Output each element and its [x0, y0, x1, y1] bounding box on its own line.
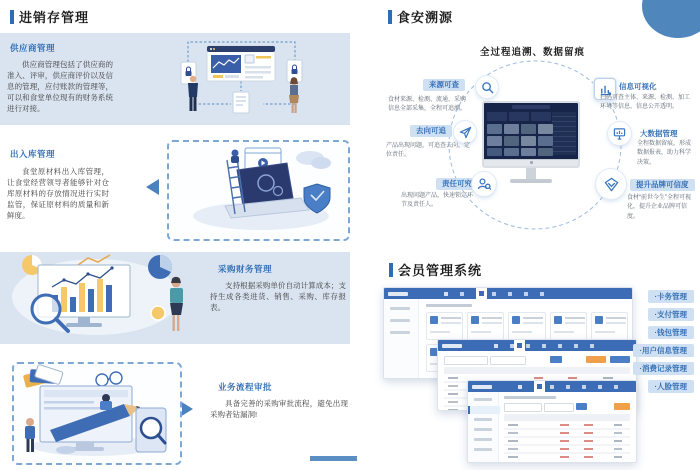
monitor-stand — [526, 168, 536, 179]
table-header — [504, 414, 630, 421]
section-approval-heading: 业务流程审批 — [218, 382, 273, 392]
table-rows — [504, 422, 630, 458]
table-cell-text — [603, 377, 613, 379]
section-finance-body: 支持根据采购单价自动计算成本；支持生成各类进货、销售、采购、库存报表。 — [210, 281, 346, 312]
warehouse-illustration-box — [167, 140, 350, 241]
section-finance-heading: 采购财务管理 — [218, 264, 273, 274]
active-menu-icon — [534, 381, 545, 392]
node-destination-label: 去向可追 — [410, 125, 452, 137]
left-page-title — [10, 7, 89, 26]
node-visual-label: 信息可视化 — [619, 82, 657, 91]
title-accent-bar — [388, 10, 392, 24]
section-approval-body: 具备完善的采购审批流程，避免出现采购者钻漏洞! — [210, 399, 348, 419]
member-item-wallet: ·钱包管理 — [648, 326, 695, 339]
export-button[interactable] — [586, 356, 606, 363]
table-cell-alert-text — [584, 424, 593, 426]
node-brand-label: 提升品牌可信度 — [630, 179, 695, 191]
table-cell-text — [448, 377, 458, 379]
app-logo — [472, 385, 492, 389]
filter-input[interactable] — [490, 356, 526, 365]
person-search-icon — [472, 172, 496, 196]
camera-tile — [538, 124, 553, 134]
window-header — [438, 340, 636, 351]
member-item-consume: ·消费记录管理 — [633, 362, 695, 375]
node-responsibility-label: 责任可究 — [436, 178, 478, 190]
camera-dot — [530, 161, 533, 164]
monitor-chin — [482, 159, 580, 168]
color-swatches-icon — [23, 364, 63, 388]
stat-box — [509, 112, 529, 121]
node-brand-desc: 食材“前世今生”全程可视化，提升企业品牌可信度。 — [627, 195, 691, 220]
title-accent-bar — [389, 263, 393, 277]
trace-subtitle: 全过程追溯、数据留痕 — [479, 47, 585, 58]
analytics-illustration — [8, 253, 200, 339]
camera-tile — [521, 148, 536, 156]
percent-badge — [151, 306, 165, 320]
table-cell-alert-text — [534, 377, 543, 379]
send-icon — [454, 121, 476, 143]
footer-accent-bar — [310, 456, 357, 461]
camera-tile — [487, 136, 502, 146]
section-warehouse-heading: 出入库管理 — [10, 149, 56, 159]
app-logo — [442, 344, 462, 348]
cloud-icon — [296, 151, 331, 169]
node-source-label: 来源可查 — [423, 79, 465, 91]
node-visual-desc: 扫码可查主体、来源、检测、加工环境等信息，信息公开透明。 — [600, 95, 691, 111]
left-page-title-text: 进销存管理 — [19, 10, 90, 25]
table-cell-alert-text — [568, 377, 577, 379]
stat-box — [531, 112, 551, 121]
warehouse-security-illustration — [169, 142, 344, 235]
laptop-icon — [225, 163, 309, 218]
right-page-title — [388, 7, 453, 26]
search-button[interactable] — [576, 403, 587, 410]
standing-figure — [25, 418, 35, 452]
sidebar — [384, 299, 419, 378]
pie-chart-blue-icon — [148, 255, 172, 279]
admin-window-records — [467, 380, 637, 463]
search-icon — [476, 76, 498, 98]
node-bigdata-label: 大数据管理 — [640, 129, 678, 138]
sidebar-active-item[interactable] — [468, 406, 500, 414]
camera-tile — [487, 124, 502, 134]
process-design-illustration — [14, 364, 176, 459]
member-item-payment: ·支付管理 — [648, 308, 695, 321]
camera-tile — [504, 148, 519, 156]
camera-tile — [521, 136, 536, 146]
sidebar — [468, 392, 499, 462]
camera-tile — [538, 136, 553, 146]
arrow-left-triangle — [146, 179, 159, 195]
screen-titlebar — [512, 105, 550, 109]
monitor-base — [510, 179, 552, 183]
member-system-title-text: 会员管理系统 — [398, 263, 483, 278]
climber-figure — [231, 150, 239, 164]
header-menu-icons — [444, 292, 448, 296]
camera-tile — [538, 148, 553, 156]
document-icon — [233, 92, 249, 113]
camera-tile — [487, 148, 502, 156]
title-accent-bar — [10, 10, 14, 24]
monitor-screen — [482, 101, 580, 159]
member-item-card: ·卡务管理 — [648, 290, 695, 303]
monitor-data-icon — [608, 122, 631, 145]
right-page-title-text: 食安溯源 — [397, 10, 454, 25]
header-menu-icons — [518, 385, 522, 389]
supplier-flow-illustration — [173, 34, 310, 116]
section-supplier-heading: 供应商管理 — [10, 43, 56, 53]
member-card — [467, 312, 504, 340]
search-button[interactable] — [550, 356, 562, 363]
plant-leaf — [56, 446, 76, 454]
member-system-title — [389, 260, 482, 279]
stat-side-panel — [552, 112, 576, 155]
section-warehouse-body: 食堂原材料出入库管理，让食堂经营领导者能够针对仓库原材料的存放情况进行实时监管，保证原材料的质量和新鲜度。 — [7, 167, 109, 220]
camera-tile — [521, 124, 536, 134]
table-cell-text — [614, 424, 622, 426]
stat-box — [487, 112, 507, 121]
table-header — [444, 367, 630, 374]
breadcrumb — [504, 396, 556, 399]
search-input[interactable] — [444, 356, 488, 365]
tablet-magnifier — [136, 408, 166, 452]
node-bigdata-desc: 全程数据留痕，形成数据报表，助力科学决策。 — [637, 141, 692, 166]
active-menu-icon — [476, 288, 487, 299]
member-item-face: ·人脸管理 — [648, 380, 695, 393]
node-source-desc: 食材来源、检测、流通、采购信息全部采集，全程可追溯。 — [388, 97, 467, 113]
filter-input[interactable] — [544, 403, 574, 412]
active-menu-icon — [514, 340, 525, 351]
table-cell-alert-text — [560, 424, 569, 426]
dashboard-window — [207, 46, 275, 81]
window-header — [468, 381, 636, 392]
member-card — [508, 312, 545, 340]
node-responsibility-desc: 出现问题产品，快速锁定环节及责任人。 — [401, 193, 474, 209]
search-input[interactable] — [504, 403, 542, 412]
breadcrumb — [426, 304, 472, 307]
rings-icon — [96, 372, 122, 386]
node-destination-desc: 产品出现问题，可追查去向，定位责任。 — [386, 143, 471, 159]
camera-tile — [504, 124, 519, 134]
member-card — [426, 312, 463, 340]
section-supplier-body: 供应商管理包括了供应商的准入、评审，供应商评价以及信息的管理，应付账款的管理等，可以和食堂单位现有的财务系统进行对接。 — [7, 60, 113, 113]
member-card — [591, 312, 628, 340]
add-button[interactable] — [614, 403, 630, 410]
header-menu-icons — [494, 344, 498, 348]
surveillance-monitor — [482, 101, 580, 183]
add-button[interactable] — [610, 356, 630, 363]
table-cell-text — [508, 424, 518, 426]
shield-diamond-icon — [596, 169, 626, 199]
camera-tile — [504, 136, 519, 146]
businesswoman-figure — [289, 77, 299, 113]
app-logo — [388, 292, 408, 296]
member-item-userinfo: ·用户信息管理 — [633, 344, 695, 357]
window-header — [384, 288, 632, 299]
corner-blob-decoration — [642, 0, 700, 38]
approval-illustration-box — [12, 362, 182, 465]
member-card — [550, 312, 587, 340]
